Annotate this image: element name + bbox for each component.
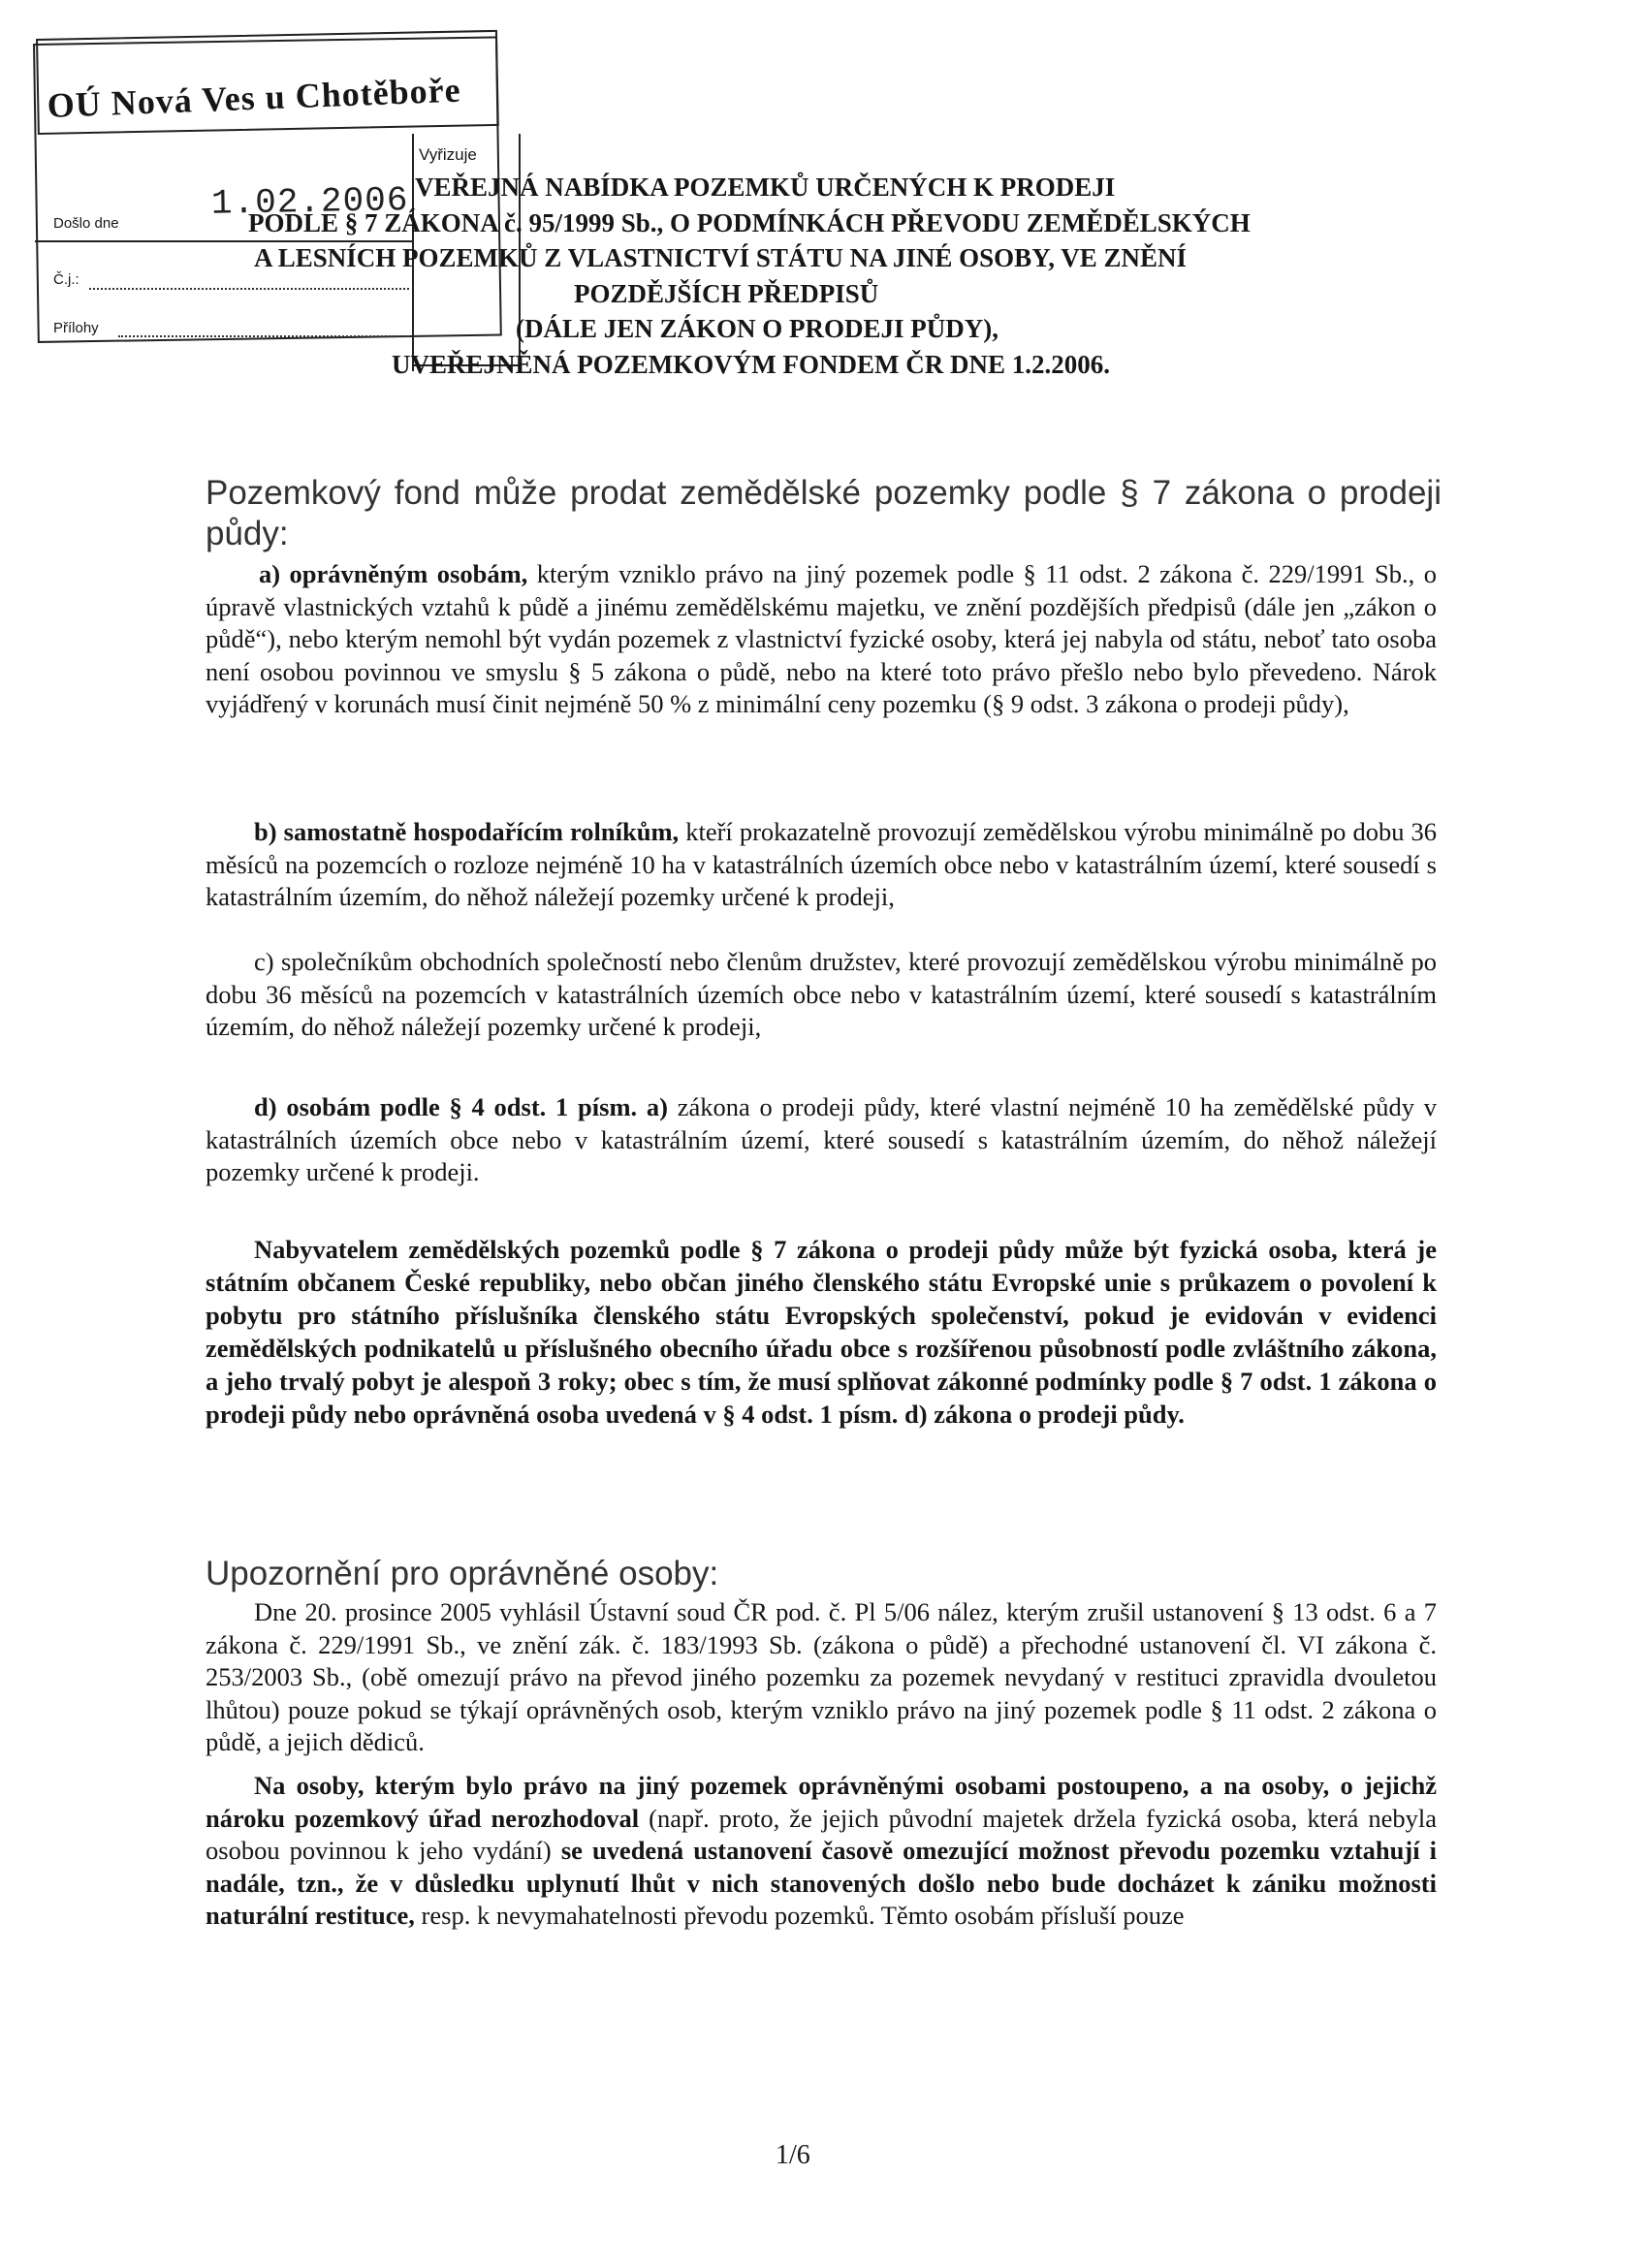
header-line-2: PODLE § 7 ZÁKONA č. 95/1999 Sb., O PODMÍNKÁCH PŘEVODU ZEMĚDĚLSKÝCH xyxy=(248,208,1251,237)
acquirer-paragraph: Nabyvatelem zemědělských pozemků podle § 7 zákona o prodeji půdy může být fyzická osoba, která je státním občanem České republiky, nebo občan jiného členského státu Evropské unie s průkazem o povolení k pobytu pro státního příslušníka členského státu Evropských společenství, pokud je evidován v evidenci zemědělských podnikatelů u příslušného obecního úřadu obce s rozšířenou působností podle zvláštního zákona, a jeho trvalý pobyt je alespoň 3 roky; obec s tím, že musí splňovat zákonné podmínky podle § 7 odst. 1 zákona o prodeji půdy nebo oprávněná osoba uvedená v § 4 odst. 1 písm. d) zákona o prodeji půdy. xyxy=(206,1235,1437,1429)
item-a-text: kterým vzniklo právo na jiný pozemek podle § 11 odst. 2 zákona č. 229/1991 Sb., o úpravě vlastnických vztahů k půdě a jinému zemědělskému majetku, ve znění pozdějších předpisů (dále jen „zákon o půdě“), nebo kterým nemohl být vydán pozemek z vlastnictví fyzické osoby, která jej nabyla od státu, neboť tato osoba není osobou povinnou ve smyslu § 5 zákona o půdě, nebo na které toto právo přešlo nebo bylo převedeno. Nárok vyjádřený v korunách musí činit nejméně 50 % z minimální ceny pozemku (§ 9 odst. 3 zákona o prodeji půdy), xyxy=(206,559,1437,718)
item-d-text: zákona o prodeji půdy, které vlastní nejméně 10 ha zemědělské půdy v katastrálních územích obce nebo v katastrálním území, které sousedí s katastrálním územím, do něhož náležejí pozemky určené k prodeji. xyxy=(206,1092,1437,1186)
item-a xyxy=(206,558,1437,721)
item-b-text: kteří prokazatelně provozují zemědělskou výrobu minimálně po dobu 36 měsíců na pozemcích o rozloze nejméně 10 ha v katastrálních územích obce nebo v katastrálním území, které sousedí s katastrálním územím, do něhož náležejí pozemky určené k prodeji, xyxy=(206,817,1438,911)
notice-paragraph-1: Dne 20. prosince 2005 vyhlásil Ústavní soud ČR pod. č. Pl 5/06 nález, kterým zrušil ustanovení § 13 odst. 6 a 7 zákona č. 229/1991 Sb., ve znění zák. č. 183/1993 Sb. (zákona o půdě) a přechodné ustanovení čl. VI zákona č. 253/2003 Sb., (obě omezují právo na převod jiného pozemku za pozemek nevydaný v restituci zpravidla dvouletou lhůtou) pouze pokud se týkají oprávněných osob, kterým vzniklo právo na jiný pozemek podle § 11 odst. 2 zákona o půdě, a jejich dědiců. xyxy=(206,1597,1437,1756)
header-line-3: A LESNÍCH POZEMKŮ Z VLASTNICTVÍ STÁTU NA JINÉ OSOBY, VE ZNĚNÍ xyxy=(254,243,1188,272)
stamp-ref-label: Č.j.: xyxy=(53,271,79,288)
notice-p2-text-1: (např. proto, že jejich původní majetek držela fyzická osoba, která nebyla osobou povinnou k jeho vydání) xyxy=(206,1803,1438,1865)
item-c xyxy=(206,946,1437,1044)
stamp-office-name: OÚ Nová Ves u Chotěboře xyxy=(47,70,462,125)
item-b xyxy=(206,816,1437,914)
stamp-attachments-line xyxy=(118,335,409,337)
notice-paragraph-2 xyxy=(206,1770,1437,1933)
header-line-1: VEŘEJNÁ NABÍDKA POZEMKŮ URČENÝCH K PRODEJI xyxy=(415,173,1116,202)
notice-p2-bold-1: Na osoby, kterým bylo právo na jiný pozemek oprávněnými osobami postoupeno, a na osoby, o jejichž nároku pozemkový úřad nerozhodoval xyxy=(206,1771,1437,1833)
item-a-label: a) oprávněným osobám, xyxy=(259,559,528,588)
stamp-divider xyxy=(35,240,413,242)
notice-p2-bold-2: se uvedená ustanovení časově omezující možnost převodu pozemku vztahují i nadále, tzn., že v důsledku uplynutí lhůt v nich stanovených došlo nebo bude docházet k zániku možnosti naturální restituce, xyxy=(206,1836,1438,1930)
item-b-label: b) samostatně hospodařícím rolníkům, xyxy=(254,817,680,846)
notice-p2-text-2: resp. k nevymahatelnosti převodu pozemků. Těmto osobám přísluší pouze xyxy=(414,1901,1185,1930)
stamp-handled-label: Vyřizuje xyxy=(419,145,477,164)
item-d-label: d) osobám podle § 4 odst. 1 písm. a) xyxy=(254,1092,668,1121)
header-line-5: (DÁLE JEN ZÁKON O PRODEJI PŮDY), xyxy=(516,314,999,343)
item-c-text: c) společníkům obchodních společností nebo členům družstev, které provozují zemědělskou výrobu minimálně po dobu 36 měsíců na pozemcích v katastrálních územích obce nebo v katastrálním území, které sousedí s katastrálním územím, do něhož náležejí pozemky určené k prodeji, xyxy=(206,947,1437,1041)
stamp-received-label: Došlo dne xyxy=(53,215,119,232)
header-line-6: UVEŘEJNĚNÁ POZEMKOVÝM FONDEM ČR DNE 1.2.2006. xyxy=(392,350,1110,379)
page-number: 1/6 xyxy=(776,2140,810,2170)
stamp-attachments-label: Přílohy xyxy=(53,320,99,336)
notice-heading: Upozornění pro oprávněné osoby: xyxy=(206,1555,719,1592)
item-d xyxy=(206,1091,1437,1189)
header-line-4: POZDĚJŠÍCH PŘEDPISŮ xyxy=(574,279,879,308)
stamp-ref-line xyxy=(89,288,409,290)
intro-text: Pozemkový fond může prodat zemědělské pozemky podle § 7 zákona o prodeji půdy: xyxy=(206,474,1442,552)
stamp-date: 1.02.2006 xyxy=(210,180,409,224)
